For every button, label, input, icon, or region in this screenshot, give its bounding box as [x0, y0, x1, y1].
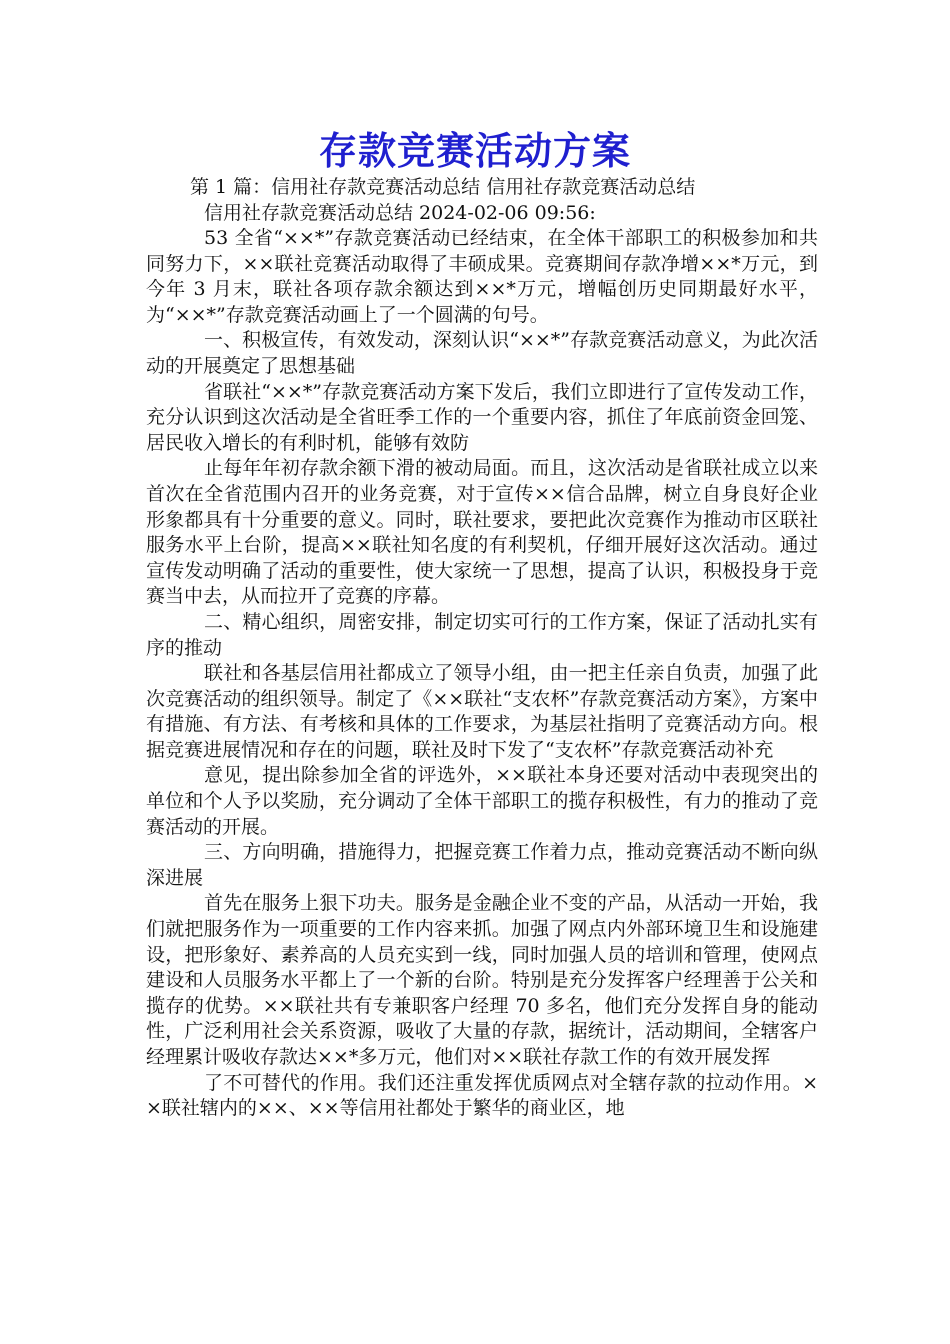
- section-heading-3: 三、方向明确，措施得力，把握竞赛工作着力点，推动竞赛活动不断向纵深进展: [146, 841, 818, 889]
- paragraph-1: 53 全省“××*”存款竞赛活动已经结束，在全体干部职工的积极参加和共同努力下，××联社竞赛活动取得了丰硕成果。竞赛期间存款净增××*万元，到今年 3 月末，联社各项存款余额达到××*万元，增幅创历史同期最好水平，为“××*”存款竞赛活动画上了一个圆满的句号。: [146, 227, 818, 326]
- paragraph-6: 首先在服务上狠下功夫。服务是金融企业不变的产品，从活动一开始，我们就把服务作为一项重要的工作内容来抓。加强了网点内外部环境卫生和设施建设，把形象好、素养高的人员充实到一线，同时加强人员的培训和管理，使网点建设和人员服务水平都上了一个新的台阶。特别是充分发挥客户经理善于公关和揽存的优势。××联社共有专兼职客户经理 70 多名，他们充分发挥自身的能动性，广泛利用社会关系资源，吸收了大量的存款，据统计，活动期间，全辖客户经理累计吸收存款达××*多万元，他们对××联社存款工作的有效开展发挥: [146, 892, 818, 1068]
- paragraph-2: 省联社“××*”存款竞赛活动方案下发后，我们立即进行了宣传发动工作，充分认识到这次活动是全省旺季工作的一个重要内容，抓住了年底前资金回笼、居民收入增长的有利时机，能够有效防: [146, 380, 818, 454]
- section-heading-1: 一、积极宣传，有效发动，深刻认识“××*”存款竞赛活动意义，为此次活动的开展奠定了思想基础: [146, 329, 818, 377]
- section-heading-2: 二、精心组织，周密安排，制定切实可行的工作方案，保证了活动扎实有序的推动: [146, 610, 818, 659]
- paragraph-3: 止每年年初存款余额下滑的被动局面。而且，这次活动是省联社成立以来首次在全省范围内召开的业务竞赛，对于宣传××信合品牌，树立自身良好企业形象都具有十分重要的意义。同时，联社要求，要把此次竞赛作为推动市区联社服务水平上台阶，提高××联社知名度的有利契机，仔细开展好这次活动。通过宣传发动明确了活动的重要性，使大家统一了思想，提高了认识，积极投身于竞赛当中去，从而拉开了竞赛的序幕。: [146, 457, 818, 608]
- document-subtitle: 第 1 篇：信用社存款竞赛活动总结 信用社存款竞赛活动总结: [190, 176, 696, 198]
- document-body: [146, 226, 818, 1122]
- paragraph-7: 了不可替代的作用。我们还注重发挥优质网点对全辖存款的拉动作用。××联社辖内的××、××等信用社都处于繁华的商业区，地: [146, 1071, 818, 1120]
- paragraph-4: 联社和各基层信用社都成立了领导小组，由一把主任亲自负责，加强了此次竞赛活动的组织领导。制定了《××联社“支农杯”存款竞赛活动方案》，方案中有措施、有方法、有考核和具体的工作要求，为基层社指明了竞赛活动方向。根据竞赛进展情况和存在的问题，联社及时下发了“支农杯”存款竞赛活动补充: [146, 662, 818, 761]
- paragraph-5: 意见，提出除参加全省的评选外，××联社本身还要对活动中表现突出的单位和个人予以奖励，充分调动了全体干部职工的揽存积极性，有力的推动了竞赛活动的开展。: [146, 764, 818, 838]
- document-title: 存款竞赛活动方案: [318, 128, 631, 173]
- document-meta-line: 信用社存款竞赛活动总结 2024-02-06 09:56:: [204, 202, 596, 224]
